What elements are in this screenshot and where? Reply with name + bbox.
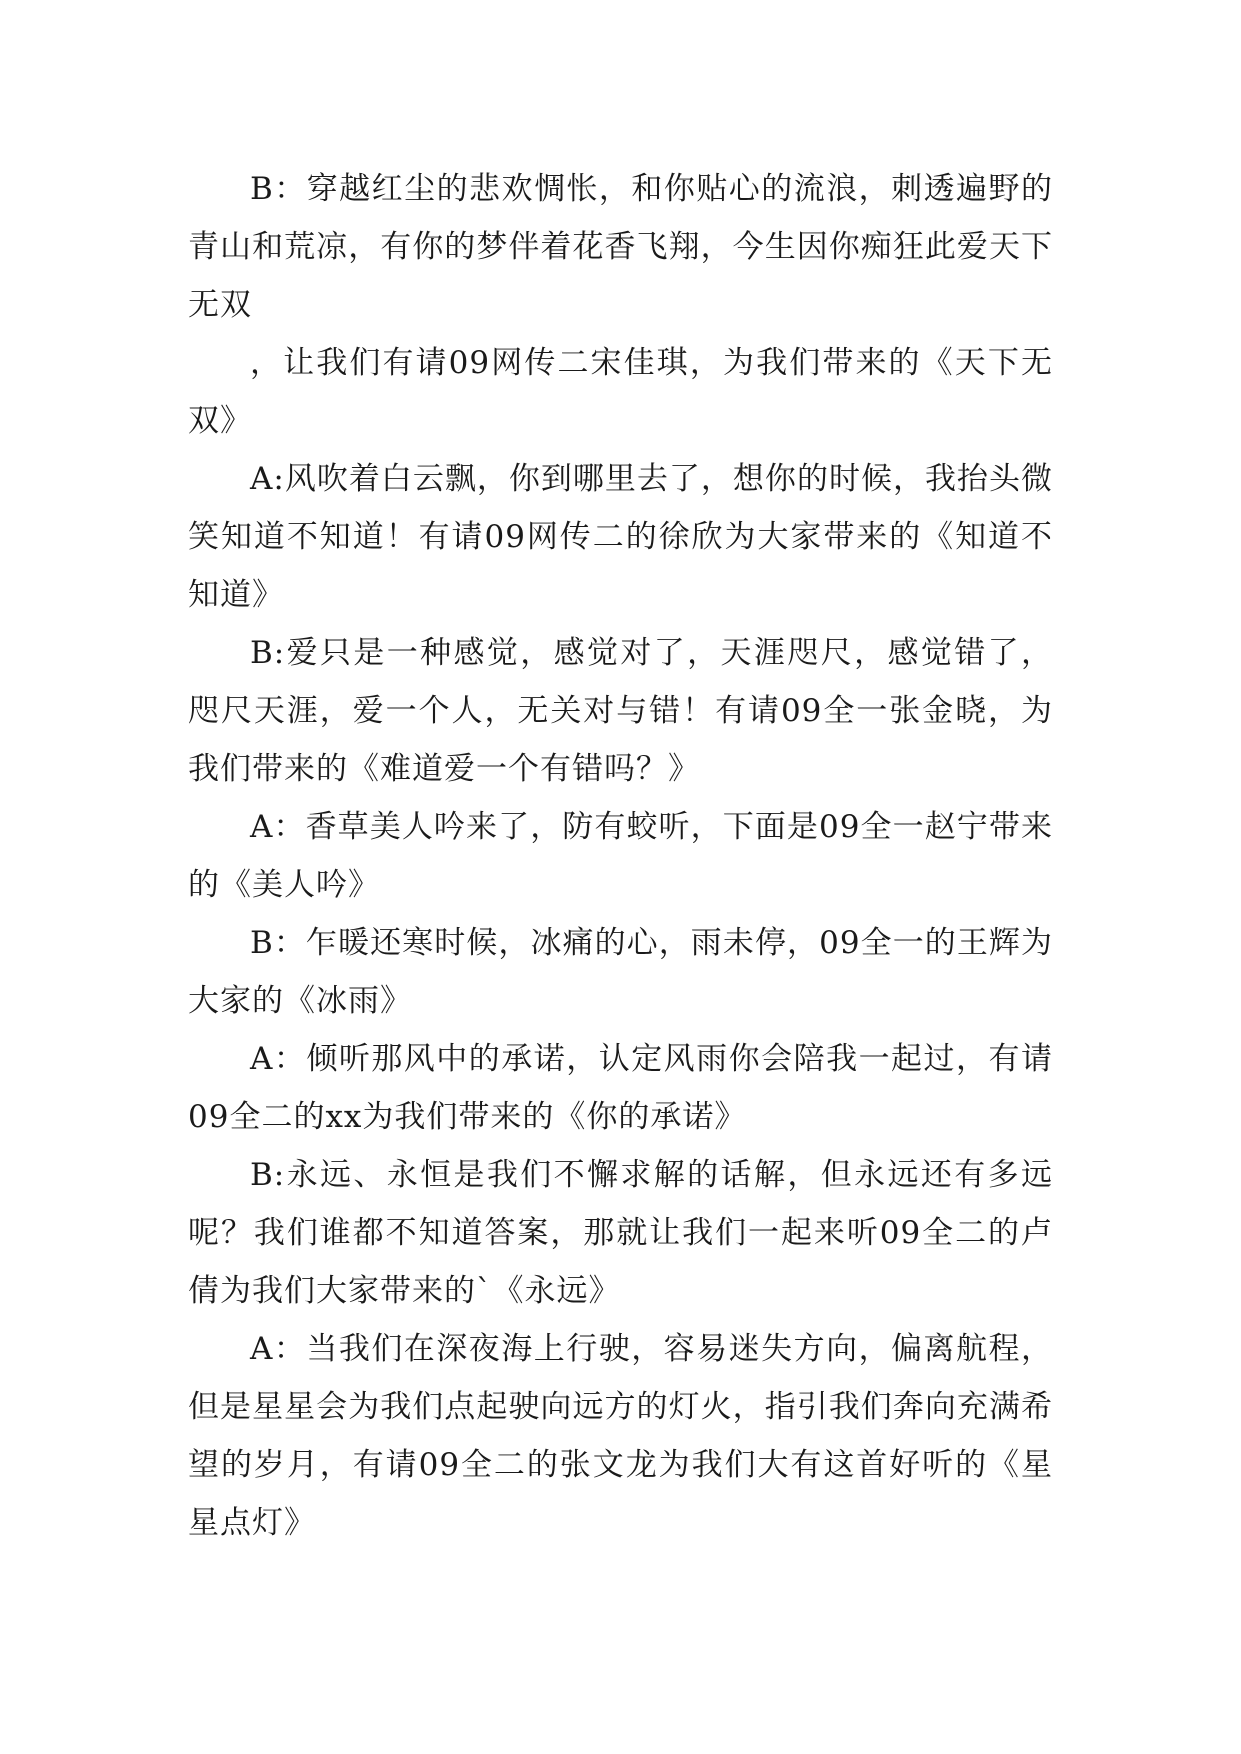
paragraph-1: B：穿越红尘的悲欢惆怅，和你贴心的流浪，刺透遍野的青山和荒凉，有你的梦伴着花香飞翔，今生因你痴狂此爱天下无双 bbox=[188, 171, 1053, 323]
paragraph-8: B:永远、永恒是我们不懈求解的话解，但永远还有多远呢？我们谁都不知道答案，那就让我们一起来听09全二的卢倩为我们大家带来的`《永远》 bbox=[188, 1157, 1053, 1309]
document-body bbox=[188, 160, 1053, 1552]
paragraph-5: A：香草美人吟来了，防有蛟听，下面是09全一赵宁带来的《美人吟》 bbox=[188, 809, 1053, 903]
paragraph-3: A:风吹着白云飘，你到哪里去了，想你的时候，我抬头微笑知道不知道！有请09网传二的徐欣为大家带来的《知道不知道》 bbox=[188, 461, 1053, 613]
paragraph-2: ，让我们有请09网传二宋佳琪，为我们带来的《天下无双》 bbox=[188, 345, 1053, 439]
paragraph-7: A：倾听那风中的承诺，认定风雨你会陪我一起过，有请09全二的xx为我们带来的《你的承诺》 bbox=[188, 1041, 1053, 1135]
paragraph-6: B：乍暖还寒时候，冰痛的心，雨未停，09全一的王辉为大家的《冰雨》 bbox=[188, 925, 1053, 1019]
paragraph-4: B:爱只是一种感觉，感觉对了，天涯咫尺，感觉错了，咫尺天涯，爱一个人，无关对与错！有请09全一张金晓，为我们带来的《难道爱一个有错吗？》 bbox=[188, 635, 1053, 787]
paragraph-9: A：当我们在深夜海上行驶，容易迷失方向，偏离航程，但是星星会为我们点起驶向远方的灯火，指引我们奔向充满希望的岁月，有请09全二的张文龙为我们大有这首好听的《星星点灯》 bbox=[188, 1331, 1053, 1541]
